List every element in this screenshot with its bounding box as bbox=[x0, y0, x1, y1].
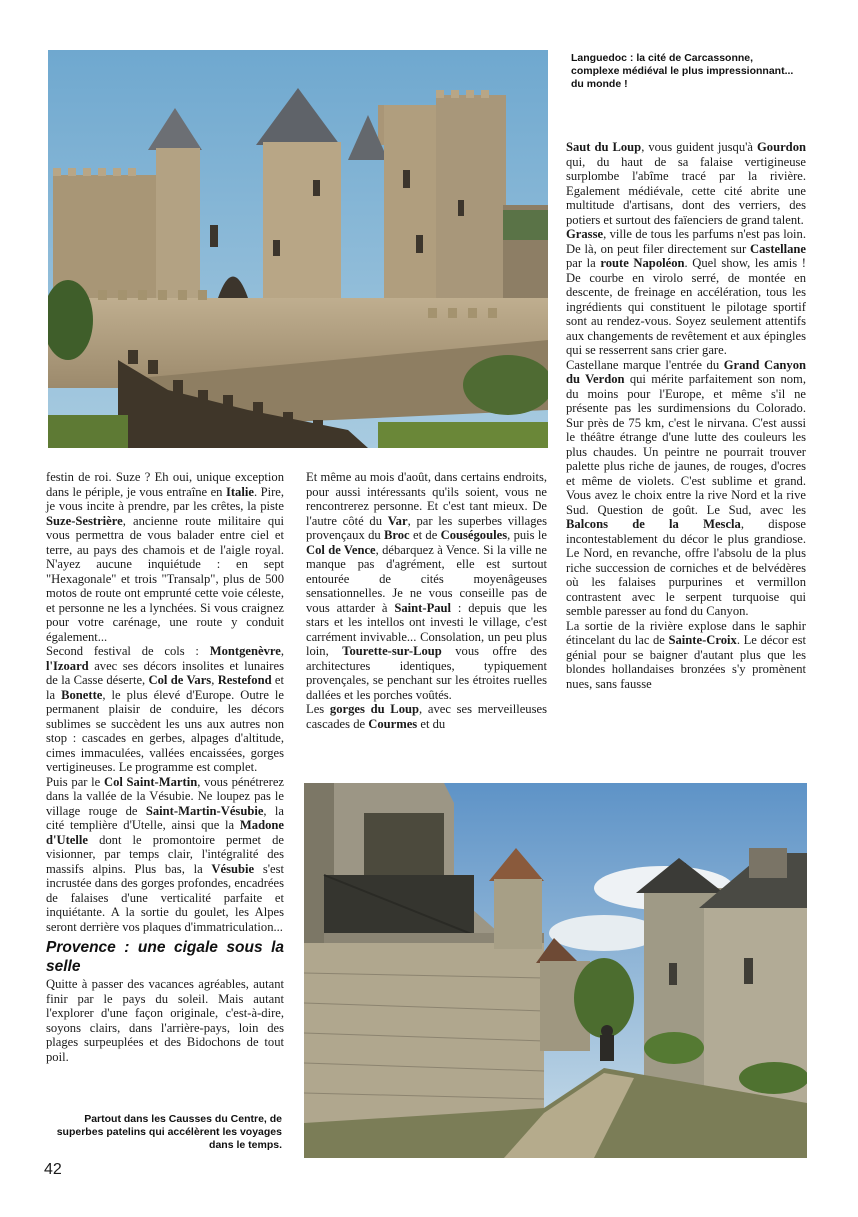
emphasized-place-name: Couségoules bbox=[440, 528, 508, 542]
emphasized-place-name: Saint-Martin-Vésubie bbox=[145, 803, 264, 818]
emphasized-place-name: Gourdon bbox=[757, 140, 806, 154]
emphasized-place-name: Bonette bbox=[61, 687, 103, 702]
emphasized-place-name: Madone d'Utelle bbox=[46, 818, 284, 847]
carcassonne-photo bbox=[48, 50, 548, 448]
emphasized-place-name: Col de Vars bbox=[148, 673, 212, 687]
emphasized-place-name: Suze-Sestrière bbox=[46, 513, 123, 528]
emphasized-place-name: Montgenèvre bbox=[209, 644, 281, 658]
emphasized-place-name: Restefond bbox=[217, 673, 272, 687]
emphasized-place-name: Castellane bbox=[750, 241, 806, 256]
col1-paragraph-3: Puis par le Col Saint-Martin, vous pénétrerez dans la vallée de la Vésubie. Ne loupez pas le village rouge de Saint-Martin-Vésubie, la cité templière d'Utelle, ainsi que la Madone d'Utelle dont le promontoire permet de visionner, par temps clair, l'intégralité des massifs alpins. Plus bas, la Vésubie s'est incrustée dans des gorges profondes, encadrées de falaises d'une verticalité parfaite et inquiétante. A la sortie du goulet, les Alpes seront derrière vos plaques d'immatriculation... bbox=[46, 774, 285, 934]
emphasized-place-name: Courmes bbox=[368, 716, 418, 731]
col1-paragraph-2: Second festival de cols : Montgenèvre, l'Izoard avec ses décors insolites et lunaires de la Casse déserte, Col de Vars, Restefond et la Bonette, le plus élevé d'Europe. Outre le permanent plaisir de conduire, les décors sublimes se succèdent les uns aux autres non stop : cascades en gerbes, alpages d'altitude, cimes immaculées, vallées encaissées, gorges vertigineuses. Le programme est complet. bbox=[46, 644, 285, 774]
col3-paragraph-4: La sortie de la rivière explose dans le saphir étincelant du lac de Sainte-Croix. Le décor est génial pour se baigner d'autant plus que les blondes hollandaises bronzées s'y promènent nues, sans fausse bbox=[566, 618, 806, 691]
emphasized-place-name: Grand Canyon du Verdon bbox=[566, 357, 806, 386]
col2-paragraph-2: Les gorges du Loup, avec ses merveilleuses cascades de Courmes et du bbox=[306, 702, 547, 731]
page-number: 42 bbox=[44, 1161, 62, 1178]
emphasized-place-name: Saut du Loup bbox=[566, 140, 642, 154]
col3-paragraph-2: Grasse, ville de tous les parfums n'est pas loin. De là, on peut filer directement sur Castellane par la route Napoléon. Quel show, les amis ! De courbe en virolo serré, de montée en descente, de freinage en accélération, tous les ingrédients qui constituent le pilotage sportif sont au rendez-vous. Soyez seulement attentifs aux changements de revêtement et aux épingles qui se resserrent sans crier gare. bbox=[566, 227, 806, 357]
causses-village-photo bbox=[304, 783, 807, 1158]
emphasized-place-name: Vésubie bbox=[211, 861, 255, 876]
emphasized-place-name: Col Saint-Martin bbox=[103, 774, 198, 789]
emphasized-place-name: Italie bbox=[225, 484, 254, 499]
emphasized-place-name: gorges du Loup bbox=[329, 702, 420, 716]
causses-caption: Partout dans les Causses du Centre, de superbes patelins qui accélèrent les voyages dans le temps. bbox=[56, 1113, 282, 1151]
col1-paragraph-4: Quitte à passer des vacances agréables, autant finir par le pays du soleil. Mais autant l'explorer d'une façon originale, c'est-à-dire, soyons clairs, dans l'arrière-pays, loin des plages surpeuplées et des Bidochons de tout poil. bbox=[46, 977, 284, 1064]
article-column-1 bbox=[46, 470, 284, 1064]
emphasized-place-name: Sainte-Croix bbox=[668, 633, 737, 647]
article-column-3 bbox=[566, 140, 806, 691]
emphasized-place-name: l'Izoard bbox=[46, 658, 89, 673]
emphasized-place-name: Grasse bbox=[566, 227, 604, 241]
emphasized-place-name: Balcons de la Mescla bbox=[566, 517, 741, 531]
col3-paragraph-3: Castellane marque l'entrée du Grand Canyon du Verdon qui mérite parfaitement son nom, du moins pour l'Europe, et même s'il ne présente pas les surdimensions du Colorado. Sur près de 75 km, c'est le nirvana. C'est aussi le théâtre étrange d'une lutte des couleurs les plus chaudes. Un peintre ne pourrait trouver palette plus riche de jaunes, de rouges, d'ocres et même de violets. C'est sublime et grand. Vous avez le choix entre la rive Nord et la rive Sud. Question de goût. Le Sud, avec les Balcons de la Mescla, dispose incontestablement du décor le plus grandiose. Le Nord, en revanche, offre l'absolu de la plus riche succession de corniches et de belvédères où les falaises purpurines et vermillon contrastent avec le serpent turquoise qui semble paresser au fond du Canyon. bbox=[566, 357, 807, 618]
col3-paragraph-1: Saut du Loup, vous guident jusqu'à Gourdon qui, du haut de sa falaise vertigineuse surplombe l'abîme tracé par la rivière. Egalement médiévale, cette cité abrite une multitude d'artisans, dont des verriers, des potiers et surtout des faïenciers de grand talent. bbox=[566, 140, 806, 227]
emphasized-place-name: Col de Vence bbox=[306, 542, 376, 557]
article-column-2 bbox=[306, 470, 547, 731]
emphasized-place-name: Saint-Paul bbox=[394, 600, 452, 615]
carcassonne-caption: Languedoc : la cité de Carcassonne, complexe médiéval le plus impressionnant... du monde ! bbox=[571, 52, 794, 90]
col1-paragraph-1: festin de roi. Suze ? Eh oui, unique exception dans le périple, je vous entraîne en Italie. Pire, je vous incite à prendre, par les crêtes, la piste Suze-Sestrière, ancienne route militaire qui vous permettra de vous balader entre ciel et terre, au pays des chamois et de l'aigle royal. N'ayez aucune inquiétude : en sept "Hexagonale" et trois "Transalp", plus de 500 motos de route ont emprunté cette voie céleste, et personne ne les a lynchées. Si vous craignez pour votre carénage, une route y conduit également... bbox=[46, 470, 284, 644]
emphasized-place-name: route Napoléon bbox=[600, 256, 685, 270]
section-heading-provence: Provence : une cigale sous la selle bbox=[46, 939, 284, 975]
col2-paragraph-1: Et même au mois d'août, dans certains endroits, pour aussi intéressants qu'ils soient, vous ne rencontrerez personne. Et c'est tant mieux. De l'autre côté du Var, par les superbes villages provençaux du Broc et de Couségoules, puis le Col de Vence, débarquez à Vence. Si la ville ne manque pas d'agrément, elle est surtout entourée de cités moyenâgeuses sensationnelles. Je ne vous conseille pas de vous attarder à Saint-Paul : depuis que les stars et les intellos ont investi le village, c'est carrément invivable... Consolation, un peu plus loin, Tourette-sur-Loup vous offre des architectures identiques, typiquement provençales, se penchant sur les étroites ruelles dallées et les porches voûtés. bbox=[306, 470, 547, 702]
emphasized-place-name: Var bbox=[387, 513, 408, 528]
emphasized-place-name: Tourette-sur-Loup bbox=[342, 644, 442, 658]
emphasized-place-name: Broc bbox=[384, 528, 410, 542]
